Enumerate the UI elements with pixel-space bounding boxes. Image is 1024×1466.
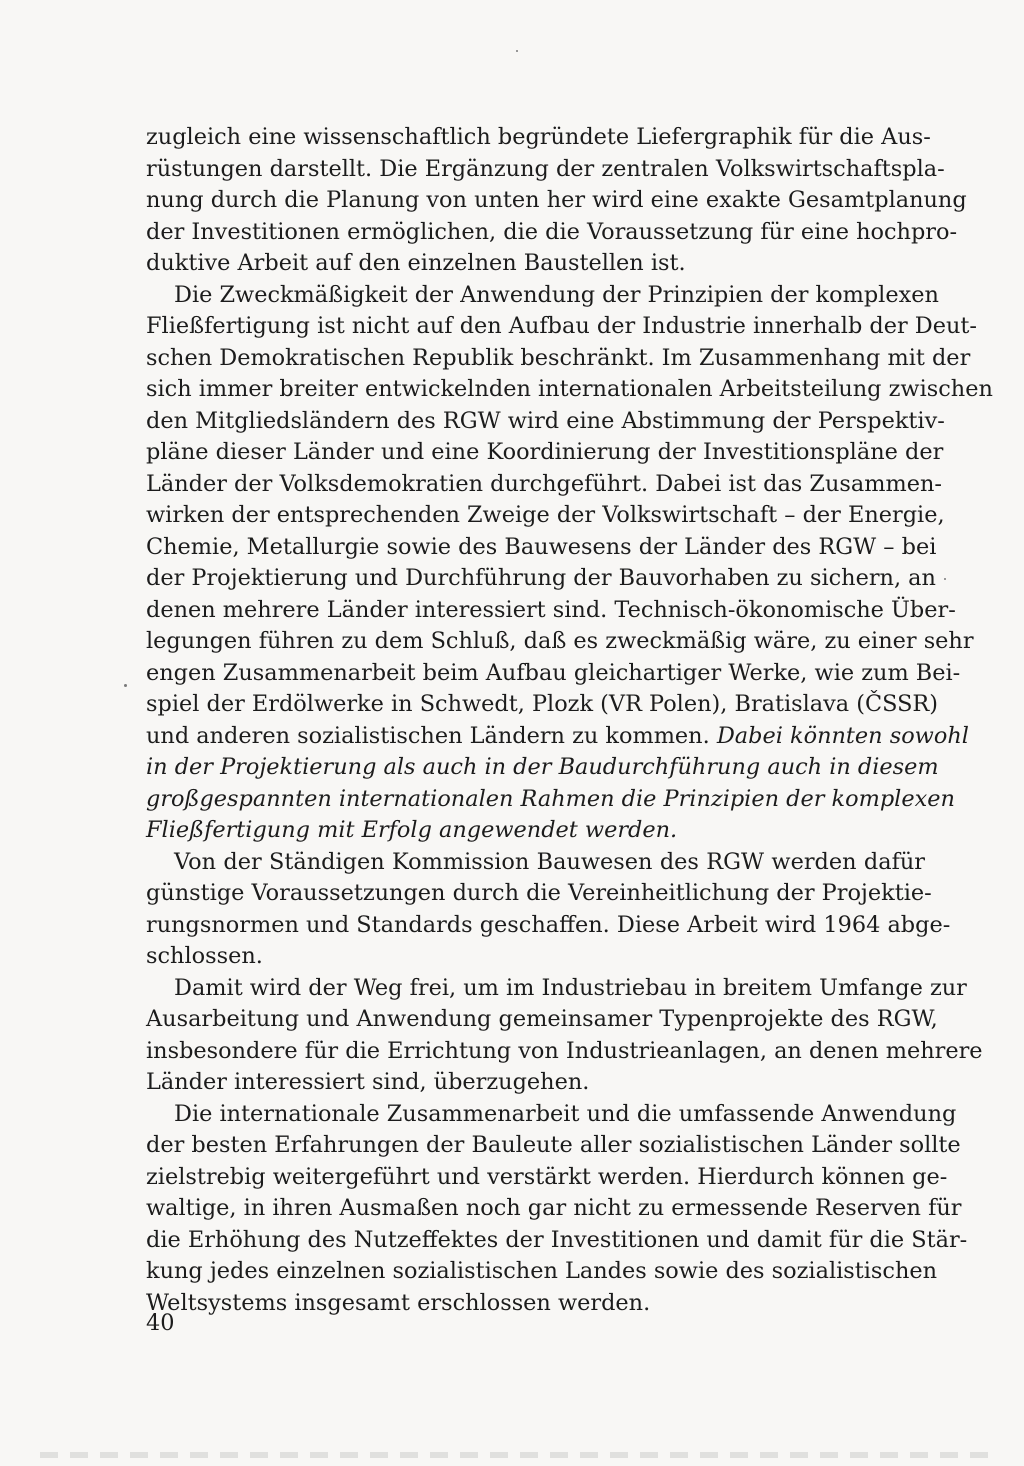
text-line: Länder der Volksdemokratien durchgeführt. Dabei ist das Zusammen-	[146, 470, 942, 497]
text-line: rungsnormen und Standards geschaffen. Diese Arbeit wird 1964 abge-	[146, 911, 951, 938]
text-line: schen Demokratischen Republik beschränkt. Im Zusammenhang mit der	[146, 344, 971, 371]
text-line: zugleich eine wissenschaftlich begründete Liefergraphik für die Aus-	[146, 124, 931, 150]
text-line: Die internationale Zusammenarbeit und die umfassende Anwendung	[174, 1100, 957, 1127]
text-line: der besten Erfahrungen der Bauleute aller sozialistischen Länder sollte	[146, 1132, 961, 1158]
paragraph-3	[146, 847, 951, 973]
paragraph-4	[146, 973, 983, 1099]
text-line: kung jedes einzelnen sozialistischen Landes sowie des sozialistischen	[146, 1258, 938, 1284]
text-line: Damit wird der Weg frei, um im Industriebau in breitem Umfange zur	[174, 974, 967, 1001]
text-line-mixed	[146, 721, 969, 753]
text-line: der Projektierung und Durchführung der Bauvorhaben zu sichern, an	[146, 565, 936, 591]
text-line: die Erhöhung des Nutzeffektes der Investitionen und damit für die Stär-	[146, 1226, 968, 1253]
text-line: Ausarbeitung und Anwendung gemeinsamer Typenprojekte des RGW,	[146, 1006, 938, 1032]
text-line: Weltsystems insgesamt erschlossen werden.	[146, 1289, 651, 1316]
text-line: schlossen.	[146, 943, 263, 969]
italic-line: großgespannten internationalen Rahmen die Prinzipien der komplexen	[146, 785, 955, 812]
text-line: Länder interessiert sind, überzugehen.	[146, 1069, 590, 1095]
page-number: 40	[146, 1310, 175, 1336]
text-line: Chemie, Metallurgie sowie des Bauwesens der Länder des RGW – bei	[146, 533, 937, 560]
italic-line: in der Projektierung als auch in der Baudurchführung auch in diesem	[146, 754, 939, 780]
text-line: pläne dieser Länder und eine Koordinierung der Investitionspläne der	[146, 439, 944, 465]
text-line: Von der Ständigen Kommission Bauwesen des RGW werden dafür	[174, 848, 925, 875]
text-line: legungen führen zu dem Schluß, daß es zweckmäßig wäre, zu einer sehr	[146, 628, 974, 654]
italic-segment: Dabei könnten sowohl	[716, 722, 969, 749]
body-text	[146, 122, 993, 1319]
text-line: sich immer breiter entwickelnden internationalen Arbeitsteilung zwischen	[146, 376, 993, 402]
text-line: nung durch die Planung von unten her wird eine exakte Gesamtplanung	[146, 187, 967, 213]
text-line: zielstrebig weitergeführt und verstärkt werden. Hierdurch können ge-	[146, 1163, 948, 1190]
text-line: wirken der entsprechenden Zweige der Volkswirtschaft – der Energie,	[146, 502, 945, 528]
text-line: denen mehrere Länder interessiert sind. Technisch-ökonomische Über-	[146, 596, 956, 623]
text-line: insbesondere für die Errichtung von Industrieanlagen, an denen mehrere	[146, 1037, 983, 1064]
scan-speck	[124, 684, 127, 687]
text-line: engen Zusammenarbeit beim Aufbau gleichartiger Werke, wie zum Bei-	[146, 659, 961, 686]
text-line: den Mitgliedsländern des RGW wird eine Abstimmung der Perspektiv-	[146, 407, 945, 434]
paragraph-2	[146, 280, 993, 847]
text-line: rüstungen darstellt. Die Ergänzung der zentralen Volkswirtschaftspla-	[146, 155, 945, 182]
paragraph-1	[146, 122, 967, 280]
italic-line: Fließfertigung mit Erfolg angewendet werden.	[146, 817, 678, 843]
text-segment: und anderen sozialistischen Ländern zu kommen.	[146, 722, 710, 749]
text-line: günstige Voraussetzungen durch die Vereinheitlichung der Projektie-	[146, 880, 932, 906]
text-line: der Investitionen ermöglichen, die die Voraussetzung für eine hochpro-	[146, 218, 958, 245]
paragraph-5	[146, 1099, 968, 1320]
scan-speck	[944, 578, 946, 580]
text-line: waltige, in ihren Ausmaßen noch gar nicht zu ermessende Reserven für	[146, 1195, 962, 1221]
page-bottom-edge	[40, 1452, 1000, 1458]
text-line: Die Zweckmäßigkeit der Anwendung der Prinzipien der komplexen	[174, 281, 939, 308]
text-line: spiel der Erdölwerke in Schwedt, Plozk (VR Polen), Bratislava (ČSSR)	[146, 691, 939, 717]
text-line: Fließfertigung ist nicht auf den Aufbau der Industrie innerhalb der Deut-	[146, 313, 977, 339]
scan-speck	[516, 50, 518, 52]
text-line: duktive Arbeit auf den einzelnen Baustellen ist.	[146, 250, 686, 276]
